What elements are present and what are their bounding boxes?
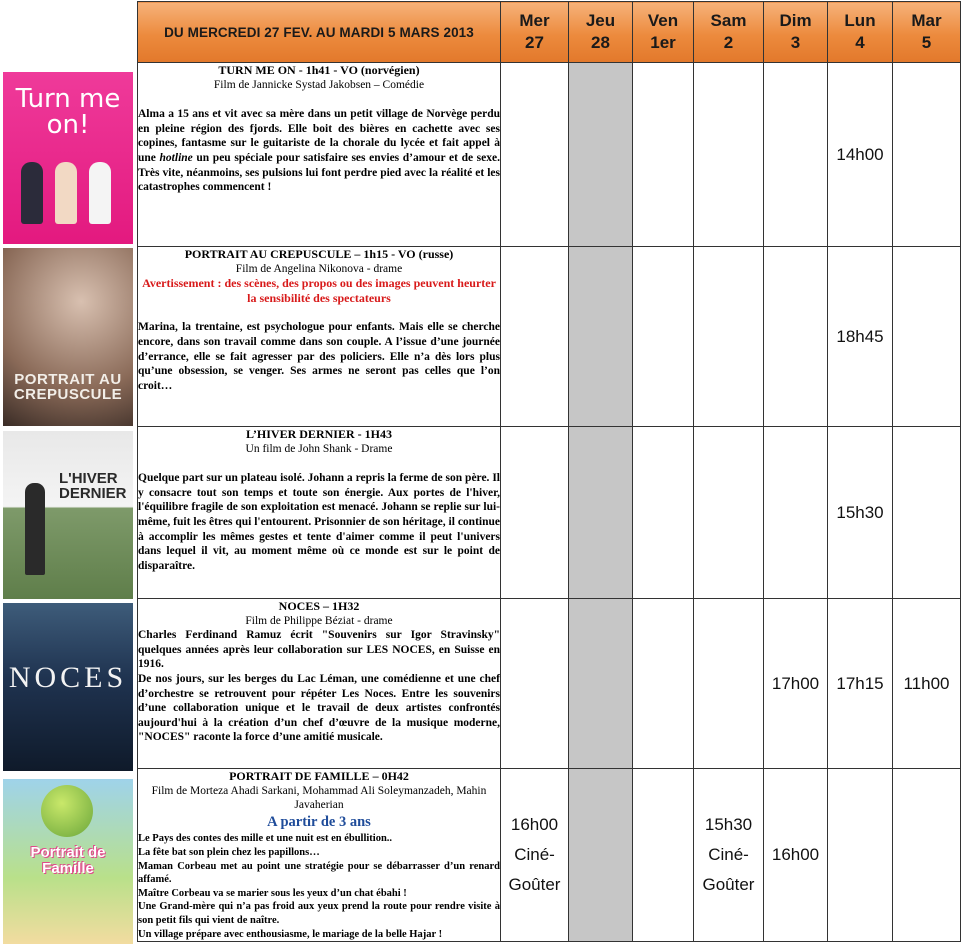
period-header: DU MERCREDI 27 FEV. AU MARDI 5 MARS 2013 xyxy=(138,2,501,63)
film-credit: Un film de John Shank - Drame xyxy=(245,442,393,455)
showtime-label: Ciné- xyxy=(708,845,749,865)
poster-title: Turn me on! xyxy=(15,84,121,140)
day-name: Lun xyxy=(844,11,876,30)
showtime-slot xyxy=(501,599,569,769)
synopsis-text: un peu spéciale pour satisfaire ses envies d’amour et de sexe. Très vite, néanmoins, ses pulsions lui font perdre pied avec la réalité et les catastrophes commencent ! xyxy=(138,151,500,194)
poster-portrait-au-crepuscule[interactable] xyxy=(3,248,133,426)
day-header-ven xyxy=(633,2,694,63)
showtime-slot xyxy=(501,247,569,427)
showtime-slot xyxy=(501,63,569,247)
film-credit: Film de Angelina Nikonova - drame xyxy=(235,262,403,275)
film-synopsis: Quelque part sur un plateau isolé. Johann a repris la ferme de son père. Il y consacre tout son temps et toute son énergie. Aux portes de l'hiver, l'équilibre fragile de son exploitation est menacé. Johann se replie sur lui-même, fuit les êtres qui l'entourent. Prisonnier de son héritage, il continue à accomplir les mêmes gestes et tente d'aimer comme il peut l'univers dans lequel il vit, au moment même où ce monde est sur le point de disparaître. xyxy=(138,472,500,572)
film-description xyxy=(138,599,501,769)
synopsis-line: Maman Corbeau met au point une stratégie pour se débarrasser d’un renard affamé. xyxy=(138,860,500,886)
day-number: 5 xyxy=(921,33,932,52)
day-number: 4 xyxy=(855,33,865,52)
showtime-slot[interactable]: 17h00 xyxy=(764,599,828,769)
showtime-slot xyxy=(694,63,764,247)
showtime-slot xyxy=(828,769,893,942)
showtime-time: 15h30 xyxy=(704,815,753,835)
showtime-slot[interactable]: 18h45 xyxy=(828,247,893,427)
showtime-slot xyxy=(893,427,961,599)
synopsis-line: Un village prépare avec enthousiasme, le mariage de la belle Hajar ! xyxy=(138,928,443,940)
day-number: 28 xyxy=(591,33,610,52)
film-synopsis xyxy=(138,107,500,195)
film-row xyxy=(138,599,961,769)
showtime-slot[interactable]: 16h00 xyxy=(764,769,828,942)
showtime-slot xyxy=(633,769,694,942)
film-description xyxy=(138,769,501,942)
day-header-dim xyxy=(764,2,828,63)
poster-figure xyxy=(25,483,45,575)
day-header-jeu xyxy=(569,2,633,63)
showtime-slot-closed xyxy=(569,427,633,599)
poster-noces[interactable] xyxy=(3,603,133,771)
showtime-slot xyxy=(764,63,828,247)
synopsis-line: Maître Corbeau va se marier sous les yeux d’un chat ébahi ! xyxy=(138,887,407,899)
film-title: L’HIVER DERNIER - 1H43 xyxy=(246,427,392,441)
showtime-slot[interactable] xyxy=(501,769,569,942)
synopsis-line: Une Grand-mère qui n’a pas froid aux yeux prend la route pour rendre visite à son petit fils qui vient de naître. xyxy=(138,901,500,926)
showtime-slot xyxy=(893,247,961,427)
film-warning: Avertissement : des scènes, des propos ou des images peuvent heurter la sensibilité des spectateurs xyxy=(142,276,496,305)
day-name: Mar xyxy=(911,11,942,30)
film-title: TURN ME ON - 1h41 - VO (norvégien) xyxy=(218,63,420,77)
synopsis-line: La fête bat son plein chez les papillons… xyxy=(138,846,320,858)
film-title: PORTRAIT DE FAMILLE – 0H42 xyxy=(229,769,409,783)
day-number: 27 xyxy=(525,33,544,52)
poster-figure xyxy=(21,162,43,224)
day-name: Jeu xyxy=(585,11,616,30)
poster-figure xyxy=(89,162,111,224)
showtime-slot-closed xyxy=(569,599,633,769)
poster-figure xyxy=(55,162,77,224)
showtime-slot xyxy=(694,427,764,599)
day-header-mar xyxy=(893,2,961,63)
showtime-slot[interactable]: 17h15 xyxy=(828,599,893,769)
showtime-slot-closed xyxy=(569,63,633,247)
film-age-rating: A partir de 3 ans xyxy=(267,813,371,830)
showtime-slot xyxy=(764,247,828,427)
poster-title: NOCES xyxy=(8,661,128,694)
header-row xyxy=(138,2,961,63)
showtime-slot xyxy=(694,247,764,427)
film-row xyxy=(138,769,961,942)
day-header-lun xyxy=(828,2,893,63)
day-name: Ven xyxy=(647,11,679,30)
film-description xyxy=(138,247,501,427)
showtime-label: Goûter xyxy=(508,875,561,895)
synopsis-text: Alma a 15 ans et vit avec sa mère dans un petit village de Norvège perdu en pleine région des fjords. Elle boit des bières en cachette avec ses copines, fantasme sur le guitariste de la chorale du lycée et fait appel à une xyxy=(138,108,500,164)
film-credit: Film de Morteza Ahadi Sarkani, Mohammad Ali Soleymanzadeh, Mahin Javaherian xyxy=(151,784,487,812)
showtime-slot xyxy=(694,599,764,769)
showtime-slot[interactable] xyxy=(694,769,764,942)
day-number: 2 xyxy=(723,33,734,52)
schedule-table xyxy=(137,1,961,942)
film-row xyxy=(138,63,961,247)
poster-portrait-de-famille[interactable] xyxy=(3,779,133,944)
film-credit: Film de Philippe Béziat - drame xyxy=(245,614,393,627)
showtime-slot[interactable]: 14h00 xyxy=(828,63,893,247)
film-title: NOCES – 1H32 xyxy=(278,599,360,613)
showtime-slot xyxy=(764,427,828,599)
showtime-slot xyxy=(893,769,961,942)
day-number: 3 xyxy=(790,33,801,52)
film-synopsis: De nos jours, sur les berges du Lac Léman, une comédienne et une chef d’orchestre se retrouvent pour répéter Les Noces. Entre les souvenirs d’une collaboration unique et le travail de deux artistes confrontés aujourd'hui à la création d’un chef d’œuvre de la musique moderne, "NOCES" raconte la force d’une amitié musicale. xyxy=(138,672,500,744)
showtime-slot xyxy=(633,599,694,769)
poster-title: L'HIVER DERNIER xyxy=(59,470,127,502)
film-synopsis xyxy=(138,832,500,941)
showtime-slot[interactable]: 11h00 xyxy=(893,599,961,769)
day-header-sam xyxy=(694,2,764,63)
poster-planet-illustration xyxy=(41,785,93,837)
poster-title: Portrait de Famille xyxy=(30,844,106,877)
showtime-slot xyxy=(893,63,961,247)
showtime-slot xyxy=(501,427,569,599)
showtime-label: Goûter xyxy=(702,875,755,895)
poster-title: PORTRAIT AU CREPUSCULE xyxy=(13,371,123,403)
film-synopsis: Marina, la trentaine, est psychologue pour enfants. Mais elle se cherche encore, dans son travail comme dans son couple. A l’issue d’une journée d’errance, elle se fait agresser par des policiers. Elle n’a dès lors plus qu’une obsession, se venger. Ses armes ne seront pas celles que l’on croit… xyxy=(138,321,500,392)
film-credit: Film de Jannicke Systad Jakobsen – Comédie xyxy=(213,78,425,91)
day-number: 1er xyxy=(650,33,676,52)
showtime-slot xyxy=(633,63,694,247)
film-description xyxy=(138,427,501,599)
film-description xyxy=(138,63,501,247)
day-header-mer xyxy=(501,2,569,63)
showtime-slot[interactable]: 15h30 xyxy=(828,427,893,599)
showtime-slot-closed xyxy=(569,769,633,942)
film-synopsis: Charles Ferdinand Ramuz écrit "Souvenirs sur Igor Stravinsky" quelques années après leur collaboration sur LES NOCES, en Suisse en 1916. xyxy=(138,629,500,671)
film-row xyxy=(138,247,961,427)
poster-l-hiver-dernier[interactable] xyxy=(3,431,133,599)
showtime-slot xyxy=(633,247,694,427)
synopsis-emphasis: hotline xyxy=(159,151,193,164)
day-name: Dim xyxy=(779,11,812,30)
poster-turn-me-on[interactable] xyxy=(3,72,133,244)
showtime-label: Ciné- xyxy=(514,845,555,865)
day-name: Sam xyxy=(710,11,747,30)
showtime-slot xyxy=(633,427,694,599)
film-row xyxy=(138,427,961,599)
day-name: Mer xyxy=(519,11,550,30)
showtime-slot-closed xyxy=(569,247,633,427)
film-title: PORTRAIT AU CREPUSCULE – 1h15 - VO (russe) xyxy=(184,247,454,261)
synopsis-line: Le Pays des contes des mille et une nuit est en ébullition.. xyxy=(138,833,393,845)
showtime-time: 16h00 xyxy=(510,815,559,835)
